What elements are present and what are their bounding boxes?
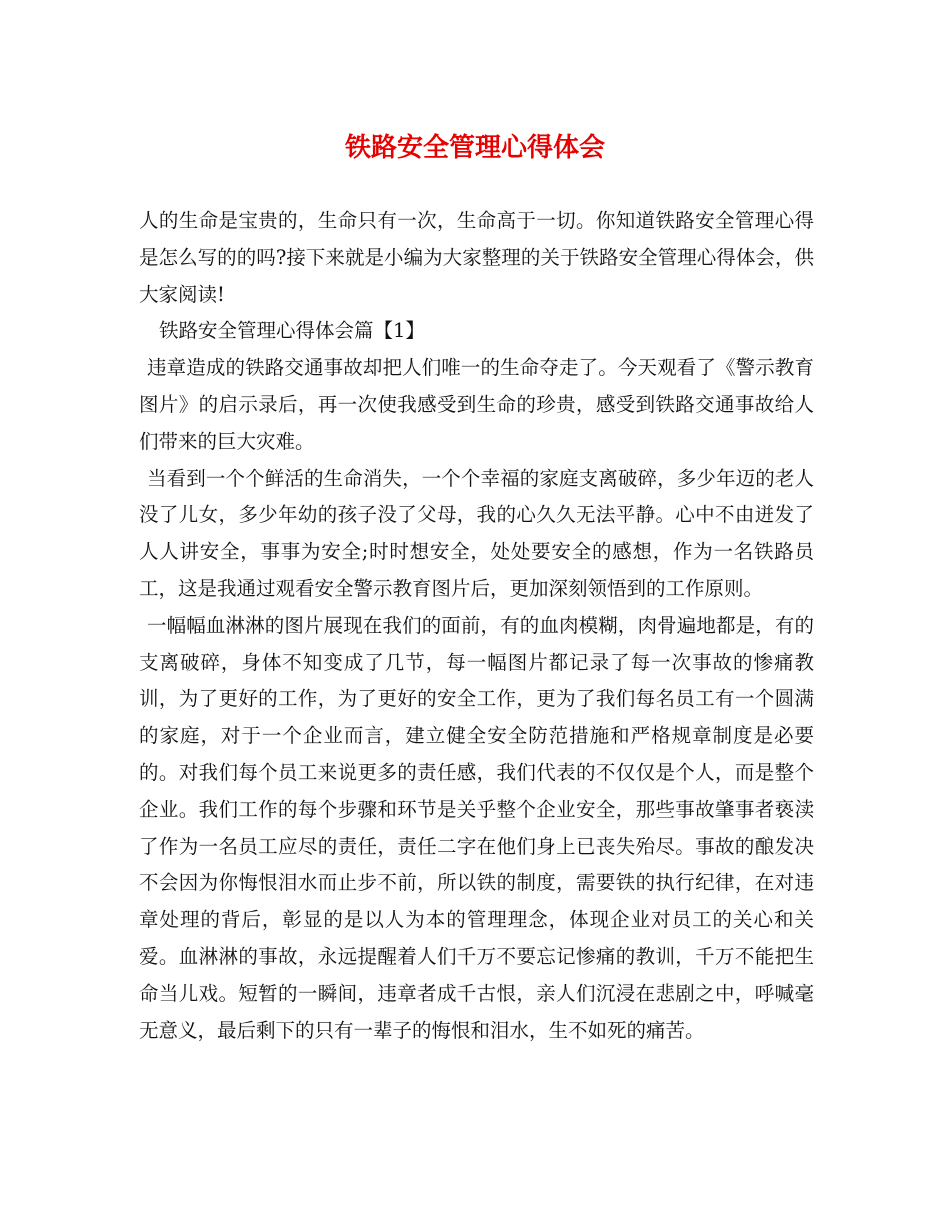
body-paragraph-3: 一幅幅血淋淋的图片展现在我们的面前，有的血肉模糊，肉骨遍地都是，有的支离破碎，身体不知变成了几节，每一幅图片都记录了每一次事故的惨痛教训，为了更好的工作，为了更好的安全工作，更为了我们每名员工有一个圆满的家庭，对于一个企业而言，建立健全安全防范措施和严格规章制度是必要的。对我们每个员工来说更多的责任感，我们代表的不仅仅是个人，而是整个企业。我们工作的每个步骤和环节是关乎整个企业安全，那些事故肇事者亵渎了作为一名员工应尽的责任，责任二字在他们身上已丧失殆尽。事故的酿发决不会因为你悔恨泪水而止步不前，所以铁的制度，需要铁的执行纪律，在对违章处理的背后，彰显的是以人为本的管理理念，体现企业对员工的关心和关爱。血淋淋的事故，永远提醒着人们千万不要忘记惨痛的教训，千万不能把生命当儿戏。短暂的一瞬间，违章者成千古恨，亲人们沉浸在悲剧之中，呼喊毫无意义，最后剩下的只有一辈子的悔恨和泪水，生不如死的痛苦。 [139, 613, 814, 1042]
document-title: 铁路安全管理心得体会 [344, 133, 605, 163]
intro-paragraph: 人的生命是宝贵的，生命只有一次，生命高于一切。你知道铁路安全管理心得是怎么写的的吗?接下来就是小编为大家整理的关于铁路安全管理心得体会，供大家阅读! [139, 209, 814, 306]
body-paragraph-1: 违章造成的铁路交通事故却把人们唯一的生命夺走了。今天观看了《警示教育图片》的启示录后，再一次使我感受到生命的珍贵，感受到铁路交通事故给人们带来的巨大灾难。 [139, 356, 814, 453]
body-paragraph-2: 当看到一个个鲜活的生命消失，一个个幸福的家庭支离破碎，多少年迈的老人没了儿女，多少年幼的孩子没了父母，我的心久久无法平静。心中不由迸发了人人讲安全，事事为安全;时时想安全，处处要安全的感想，作为一名铁路员工，这是我通过观看安全警示教育图片后，更加深刻领悟到的工作原则。 [139, 466, 814, 600]
section-heading: 铁路安全管理心得体会篇【1】 [159, 319, 425, 343]
document-body [139, 203, 814, 1049]
